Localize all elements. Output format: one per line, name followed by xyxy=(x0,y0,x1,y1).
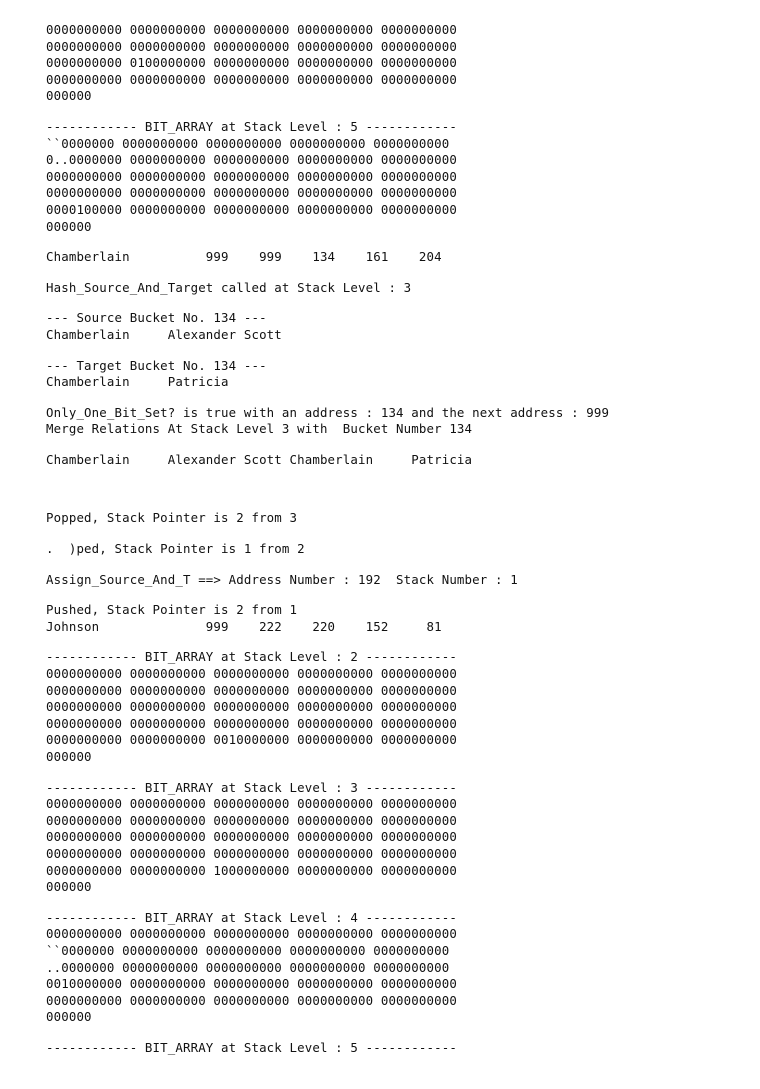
text-block xyxy=(46,510,746,527)
spacer xyxy=(46,105,746,119)
text-line: 000000 xyxy=(46,218,92,234)
text-line: 0000000000 0000000000 0000000000 0000000000 0000000000 xyxy=(46,812,457,828)
text-line: ------------ BIT_ARRAY at Stack Level : 5 ------------ xyxy=(46,1039,457,1055)
text-block xyxy=(46,649,746,765)
text-block xyxy=(46,249,746,266)
text-line: 0000000000 0000000000 0000000000 0000000000 0000000000 xyxy=(46,992,457,1008)
spacer xyxy=(46,344,746,358)
text-line: 0000100000 0000000000 0000000000 0000000000 0000000000 xyxy=(46,201,457,217)
text-block xyxy=(46,541,746,558)
text-line: 0000000000 0000000000 0010000000 0000000000 0000000000 xyxy=(46,732,457,748)
text-line: Hash_Source_And_Target called at Stack Level : 3 xyxy=(46,279,412,295)
text-line: ------------ BIT_ARRAY at Stack Level : 4 ------------ xyxy=(46,909,457,925)
spacer xyxy=(46,438,746,452)
text-line: --- Source Bucket No. 134 --- xyxy=(46,310,267,326)
text-line: 000000 xyxy=(46,879,92,895)
text-block xyxy=(46,358,746,391)
text-block xyxy=(46,780,746,896)
spacer xyxy=(46,527,746,541)
spacer xyxy=(46,896,746,910)
text-line: 0000000000 0000000000 0000000000 0000000000 0000000000 xyxy=(46,699,457,715)
spacer xyxy=(46,391,746,405)
text-line: ``0000000 0000000000 0000000000 0000000000 0000000000 xyxy=(46,942,450,958)
text-line: 000000 xyxy=(46,749,92,764)
text-line: 0000000000 0000000000 0000000000 0000000000 0000000000 xyxy=(46,715,457,731)
text-line: 0000000000 0000000000 0000000000 0000000000 0000000000 xyxy=(46,829,457,845)
text-line: 0000000000 0000000000 0000000000 0000000000 0000000000 xyxy=(46,38,457,54)
text-line: Chamberlain Alexander Scott xyxy=(46,326,282,342)
text-block xyxy=(46,119,746,235)
text-block xyxy=(46,602,746,635)
text-block xyxy=(46,405,746,438)
text-line: 0000000000 0000000000 0000000000 0000000000 0000000000 xyxy=(46,168,457,184)
text-line: ``0000000 0000000000 0000000000 0000000000 0000000000 xyxy=(46,135,450,151)
text-line: Popped, Stack Pointer is 2 from 3 xyxy=(46,510,298,526)
spacer xyxy=(46,635,746,649)
text-line: 0000000000 0000000000 0000000000 0000000000 0000000000 xyxy=(46,926,457,942)
text-line: 0010000000 0000000000 0000000000 0000000000 0000000000 xyxy=(46,976,457,992)
spacer xyxy=(46,235,746,249)
spacer xyxy=(46,468,746,510)
text-line: 0000000000 0000000000 0000000000 0000000000 0000000000 xyxy=(46,666,457,682)
text-line: . )ped, Stack Pointer is 1 from 2 xyxy=(46,541,305,557)
text-block xyxy=(46,22,746,105)
text-line: Merge Relations At Stack Level 3 with Bucket Number 134 xyxy=(46,421,473,437)
text-line: Only_One_Bit_Set? is true with an address : 134 and the next address : 999 xyxy=(46,404,610,420)
text-block xyxy=(46,572,746,589)
text-block xyxy=(46,910,746,1026)
text-line: ..0000000 0000000000 0000000000 0000000000 0000000000 xyxy=(46,959,450,975)
text-line: Assign_Source_And_T ==> Address Number : 192 Stack Number : 1 xyxy=(46,571,518,587)
text-line: ------------ BIT_ARRAY at Stack Level : 5 ------------ xyxy=(46,118,457,134)
text-line: Pushed, Stack Pointer is 2 from 1 xyxy=(46,602,298,618)
spacer xyxy=(46,1026,746,1040)
text-line: Johnson 999 222 220 152 81 xyxy=(46,618,442,634)
document-page xyxy=(46,22,746,1057)
text-block xyxy=(46,280,746,297)
spacer xyxy=(46,766,746,780)
text-line: 0000000000 0000000000 0000000000 0000000000 0000000000 xyxy=(46,71,457,87)
text-line: ------------ BIT_ARRAY at Stack Level : 3 ------------ xyxy=(46,779,457,795)
spacer xyxy=(46,296,746,310)
text-line: Chamberlain 999 999 134 161 204 xyxy=(46,249,442,265)
text-block xyxy=(46,452,746,469)
text-line: 0000000000 0000000000 0000000000 0000000000 0000000000 xyxy=(46,845,457,861)
spacer xyxy=(46,266,746,280)
text-line: 0000000000 0100000000 0000000000 0000000000 0000000000 xyxy=(46,55,457,71)
text-line: 000000 xyxy=(46,88,92,104)
text-block xyxy=(46,310,746,343)
text-line: Chamberlain Alexander Scott Chamberlain Patricia xyxy=(46,451,473,467)
text-line: 0000000000 0000000000 0000000000 0000000000 0000000000 xyxy=(46,185,457,201)
text-line: 0..0000000 0000000000 0000000000 0000000000 0000000000 xyxy=(46,152,457,168)
text-line: 0000000000 0000000000 0000000000 0000000000 0000000000 xyxy=(46,22,457,37)
text-line: 0000000000 0000000000 1000000000 0000000000 0000000000 xyxy=(46,862,457,878)
text-line: Chamberlain Patricia xyxy=(46,374,229,390)
text-line: 0000000000 0000000000 0000000000 0000000000 0000000000 xyxy=(46,796,457,812)
spacer xyxy=(46,588,746,602)
text-line: 0000000000 0000000000 0000000000 0000000000 0000000000 xyxy=(46,682,457,698)
text-line: --- Target Bucket No. 134 --- xyxy=(46,357,267,373)
text-line: 000000 xyxy=(46,1009,92,1025)
text-line: ------------ BIT_ARRAY at Stack Level : 2 ------------ xyxy=(46,649,457,665)
text-block xyxy=(46,1040,746,1057)
spacer xyxy=(46,558,746,572)
